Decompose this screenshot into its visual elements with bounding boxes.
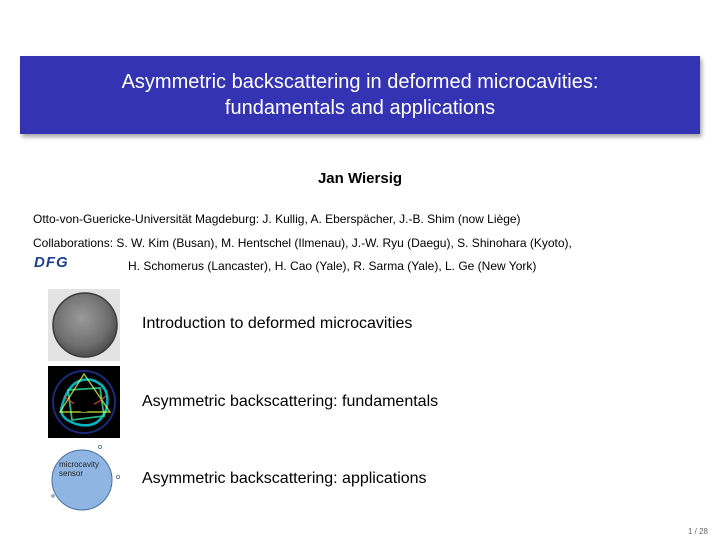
toc-item-fundamentals[interactable]: Asymmetric backscattering: fundamentals [142, 393, 439, 410]
microcavity-photo-thumbnail [48, 289, 120, 361]
sensor-label: microcavity sensor [59, 460, 100, 478]
title-bar [20, 56, 700, 134]
slide-title-line-2: fundamentals and applications [224, 97, 496, 119]
mode-pattern-thumbnail [48, 366, 120, 438]
dfg-logo [33, 253, 75, 269]
slide-title-line-1: Asymmetric backscattering in deformed microcavities: [121, 71, 599, 93]
author-name: Jan Wiersig [317, 170, 403, 187]
page-number: 1 / 28 [687, 527, 708, 536]
microcavity-sensor-thumbnail [48, 442, 120, 514]
collaborations-line-2: H. Schomerus (Lancaster), H. Cao (Yale), R. Sarma (Yale), L. Ge (New York) [128, 259, 537, 273]
dfg-logo-text: DFG [34, 254, 69, 269]
toc-item-applications[interactable]: Asymmetric backscattering: applications [142, 470, 427, 487]
affiliation-text: Otto-von-Guericke-Universität Magdeburg: J. Kullig, A. Eberspächer, J.-B. Shim (now Liège) [33, 212, 521, 226]
toc-item-introduction[interactable]: Introduction to deformed microcavities [142, 315, 413, 332]
collaborations-line-1: Collaborations: S. W. Kim (Busan), M. Hentschel (Ilmenau), J.-W. Ryu (Daegu), S. Shinohara (Kyoto), [33, 236, 572, 250]
